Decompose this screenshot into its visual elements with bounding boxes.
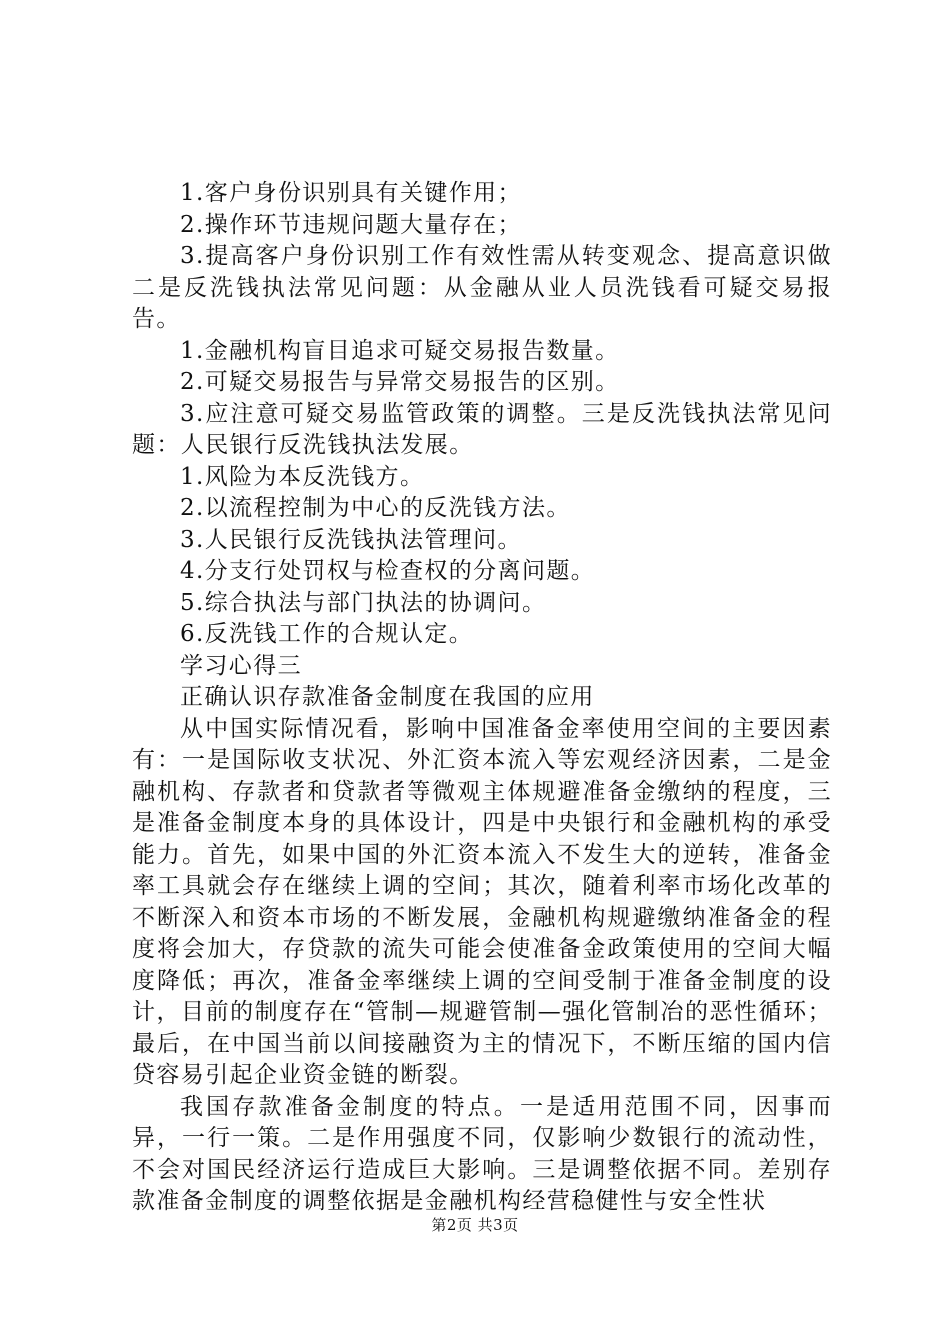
page-footer: 第2页 共3页 — [431, 1216, 519, 1234]
paragraph-11: 5.综合执法与部门执法的协调问。 — [180, 589, 547, 616]
paragraph-2: 2.操作环节违规问题大量存在； — [180, 211, 522, 238]
paragraph-16: 我国存款准备金制度的特点。一是适用范围不同，因事而异，一行一策。二是作用强度不同，仅影响少数银行的流动性，不会对国民经济运行造成巨大影响。三是调整依据不同。差别存款准备金制度的调整依据是金融机构经营稳健性与安全性状 — [132, 1093, 832, 1214]
paragraph-12: 6.反洗钱工作的合规认定。 — [180, 621, 474, 647]
paragraph-8: 2.以流程控制为中心的反洗钱方法。 — [180, 495, 571, 521]
article-title: 正确认识存款准备金制度在我国的应用 — [180, 684, 595, 710]
paragraph-15: 从中国实际情况看，影响中国准备金率使用空间的主要因素有：一是国际收支状况、外汇资本流入等宏观经济因素，二是金融机构、存款者和贷款者等微观主体规避准备金缴纳的程度，三是准备金制度本身的具体设计，四是中央银行和金融机构的承受能力。首先，如果中国的外汇资本流入不发生大的逆转，准备金率工具就会存在继续上调的空间；其次，随着利率市场化改革的不断深入和资本市场的不断发展，金融机构规避缴纳准备金的程度将会加大，存贷款的流失可能会使准备金政策使用的空间大幅度降低；再次，准备金率继续上调的空间受制于准备金制度的设计，目前的制度存在“管制—规避管制—强化管制冶的恶性循环；最后，在中国当前以间接融资为主的情况下，不断压缩的国内信贷容易引起企业资金链的断裂。 — [132, 715, 832, 1088]
paragraph-10: 4.分支行处罚权与检查权的分离问题。 — [180, 558, 596, 584]
paragraph-6: 3.应注意可疑交易监管政策的调整。三是反洗钱执法常见问题：人民银行反洗钱执法发展。 — [132, 400, 832, 458]
paragraph-3: 3.提高客户身份识别工作有效性需从转变观念、提高意识做二是反洗钱执法常见问题：从金融从业人员洗钱看可疑交易报告。 — [132, 243, 832, 332]
paragraph-7: 1.风险为本反洗钱方。 — [180, 463, 425, 490]
paragraph-9: 3.人民银行反洗钱执法管理问。 — [180, 526, 522, 553]
section-heading: 学习心得三 — [180, 652, 302, 679]
paragraph-4: 1.金融机构盲目追求可疑交易报告数量。 — [180, 337, 620, 364]
document-body — [132, 178, 832, 1218]
paragraph-5: 2.可疑交易报告与异常交易报告的区别。 — [180, 369, 620, 395]
paragraph-1: 1.客户身份识别具有关键作用； — [180, 180, 522, 206]
